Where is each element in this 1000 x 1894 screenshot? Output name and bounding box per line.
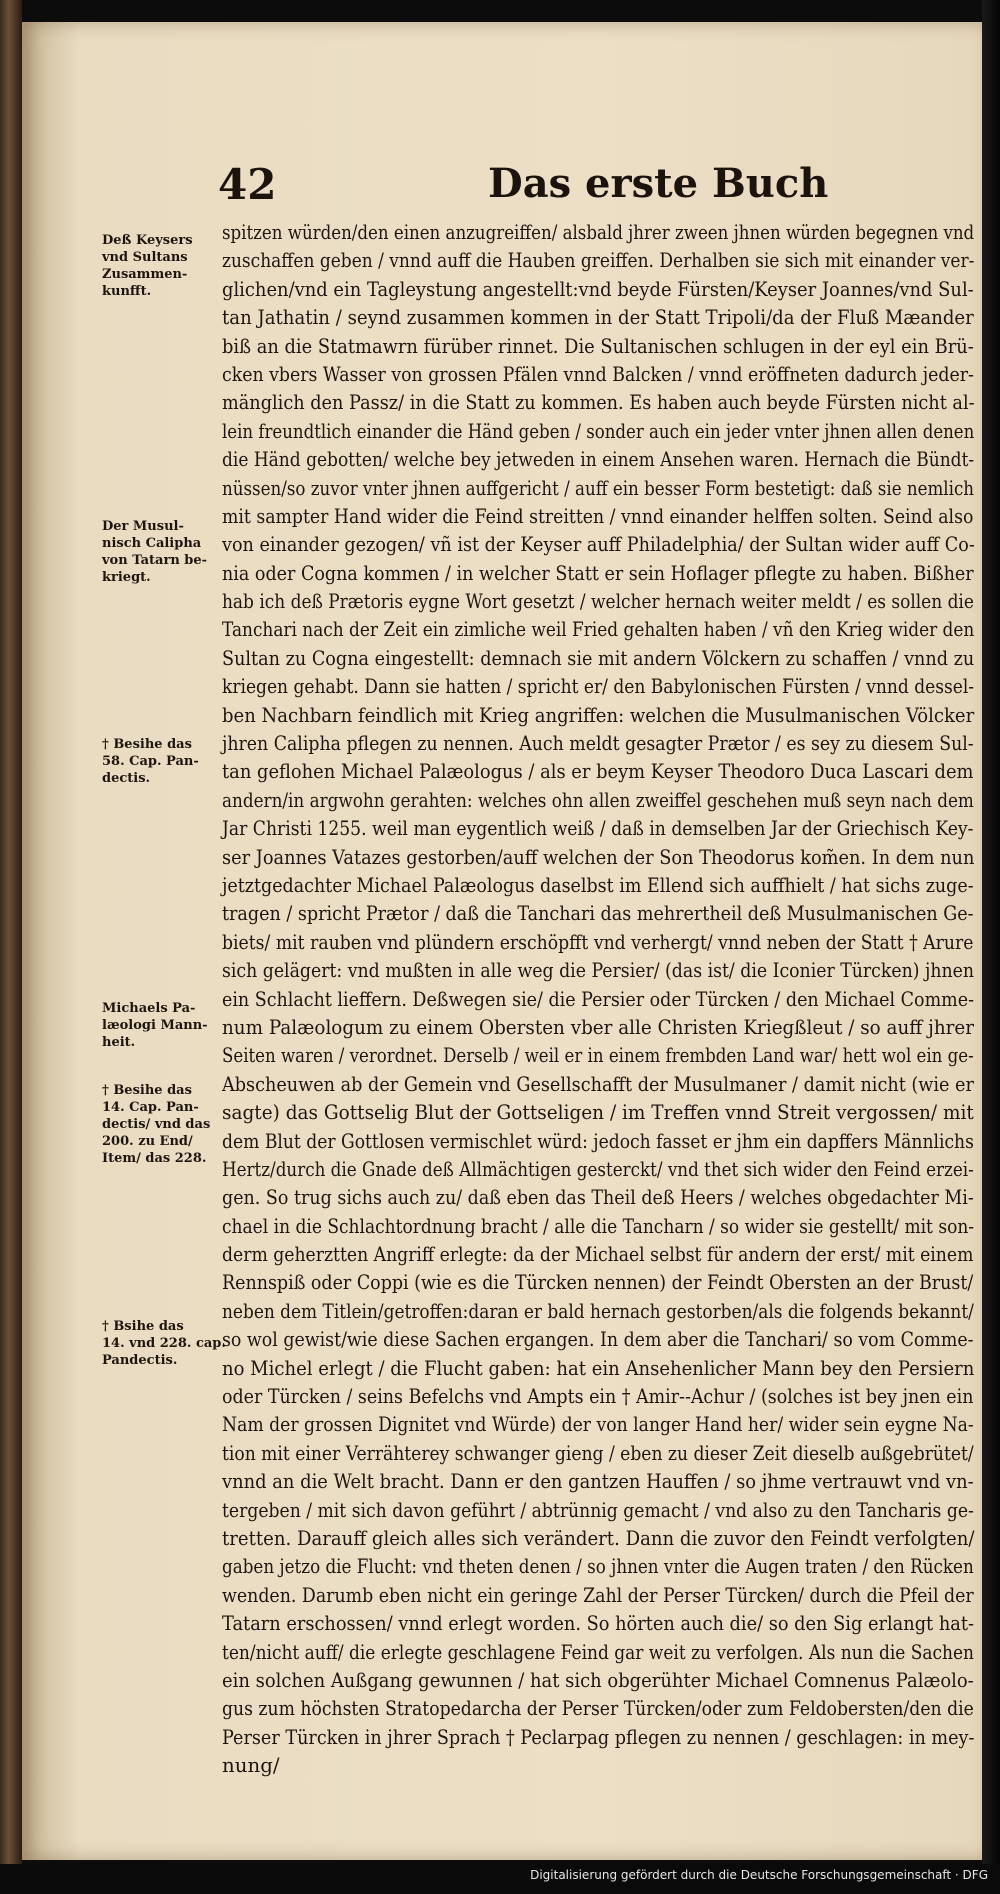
margin-note-line: † Bsihe das [102, 1319, 184, 1334]
body-line: derm geherztten Angriff erlegte: da der Michael selbst für andern der erst/ mit einem [222, 1242, 974, 1267]
margin-note-line: kunfft. [102, 284, 152, 299]
body-line: tan Jathatin / seynd zusammen kommen in der Statt Tripoli/da der Fluß Mæander [222, 305, 974, 330]
body-line: neben dem Titlein/getroffen:daran er bald hernach gestorben/als die folgends bekannt/ [222, 1298, 974, 1323]
body-line: spitzen würden/den einen anzugreiffen/ alsbald jhrer zween jhnen würden begegnen vnd [222, 220, 975, 244]
body-line: tion mit einer Verrähterey schwanger gieng / eben zu dieser Zeit dieselb außgebrütet/ [222, 1440, 974, 1465]
body-line: nia oder Cogna kommen / in welcher Statt er sein Hoflager pflegte zu haben. Bißher [222, 560, 974, 585]
body-line: sagte) das Gottselig Blut der Gottseligen / im Treffen vnnd Streit vergossen/ mit [222, 1100, 974, 1125]
body-line: sich gelägert: vnd mußten in alle weg die Persier/ (das ist/ die Iconier Türcken) jhnen [222, 958, 975, 983]
margin-note-line: heit. [102, 1035, 136, 1050]
margin-note-5 [102, 1082, 214, 1167]
body-line: von einander gezogen/ vñ ist der Keyser auff Philadelphia/ der Sultan wider auff Co- [222, 532, 975, 557]
body-line: Seiten waren / verordnet. Derselb / weil er in einem frembden Land war/ hett wol ein ge- [222, 1043, 974, 1068]
body-line: gen. So trug sichs auch zu/ daß eben das Theil deß Heers / welches obgedachter Mi- [222, 1185, 974, 1210]
body-line: dem Blut der Gottlosen vermischlet würd: jedoch fasset er jhm ein dapffers Männlichs [222, 1128, 974, 1153]
margin-note-line: 14. vnd 228. cap. [102, 1336, 226, 1351]
body-line: andern/in argwohn gerahten: welches ohn allen zweiffel geschehen muß seyn nach dem [222, 787, 974, 812]
margin-note-line: nisch Calipha [102, 536, 202, 551]
body-line: num Palæologum zu einem Obersten vber alle Christen Kriegßleut / so auff jhrer [222, 1014, 975, 1039]
body-line: jetztgedachter Michael Palæologus daselbst im Ellend sich auffhielt / hat sichs zuge- [222, 872, 974, 897]
margin-note-line: Zusammen- [102, 267, 188, 282]
body-line: tragen / spricht Prætor / daß die Tanchari das mehrertheil deß Musulmanischen Ge- [222, 901, 974, 926]
margin-note-1 [102, 232, 214, 300]
body-line: hab ich deß Prætoris eygne Wort gesetzt / welcher hernach weiter meldt / es sollen die [222, 589, 974, 614]
body-line: Abscheuwen ab der Gemein vnd Gesellschafft der Musulmaner / damit nicht (wie er [222, 1071, 974, 1096]
body-line: glichen/vnd ein Tagleystung angestellt:vnd beyde Fürsten/Keyser Joannes/vnd Sul- [222, 276, 974, 301]
body-line: ben Nachbarn feindlich mit Krieg angriffen: welchen die Musulmanischen Völcker [222, 702, 975, 727]
body-line: gus zum höchsten Stratopedarcha der Perser Türcken/oder zum Feldobersten/den die [222, 1696, 974, 1721]
body-line: Nam der grossen Dignitet vnd Würde) der von langer Hand her/ wider sein eygne Na- [222, 1412, 974, 1437]
margin-note-2 [102, 518, 214, 586]
margin-note-line: 14. Cap. Pan- [102, 1100, 199, 1115]
body-line: chael in die Schlachtordnung bracht / alle die Tancharn / so wider sie gestellt/ mit son- [222, 1213, 975, 1238]
margin-note-line: 58. Cap. Pan- [102, 754, 199, 769]
margin-note-line: Der Musul- [102, 519, 184, 534]
margin-note-3 [102, 736, 214, 787]
body-line: Tanchari nach der Zeit ein zimliche weil Fried gehalten haben / vñ den Krieg wider den [222, 617, 975, 642]
margin-note-line: Michaels Pa- [102, 1001, 196, 1016]
margin-note-line: kriegt. [102, 570, 151, 585]
body-line: wenden. Darumb eben nicht ein geringe Zahl der Perser Türcken/ durch die Pfeil der [222, 1582, 974, 1607]
body-line: no Michel erlegt / die Flucht gaben: hat ein Ansehenlicher Mann bey den Persiern [222, 1355, 975, 1380]
body-text-block [222, 218, 982, 1779]
body-line: mänglich den Passz/ in die Statt zu kommen. Es haben auch beyde Fürsten nicht al- [222, 390, 975, 415]
body-line: ein Schlacht lieffern. Deßwegen sie/ die Persier oder Türcken / den Michael Comme- [222, 986, 974, 1011]
body-line: oder Türcken / seins Befelchs vnd Ampts ein † Amir--Achur / (solches ist bey jnen ein [222, 1384, 974, 1409]
margin-note-line: vnd Sultans [102, 250, 188, 265]
body-line: ser Joannes Vatazes gestorben/auff welchen der Son Theodorus kom̃en. In dem nun [222, 844, 975, 869]
body-line: nüssen/so zuvor vnter jhnen auffgericht / auff ein besser Form bestetigt: daß sie nemlich [222, 475, 975, 500]
page-number: 42 [218, 160, 277, 209]
body-line: biets/ mit rauben vnd plündern erschöpfft vnd verhergt/ vnnd neben der Statt † Arure [222, 929, 974, 954]
body-line: zuschaffen geben / vnnd auff die Hauben greiffen. Derhalben sie sich mit einander ver- [222, 248, 975, 273]
page-edge-shadow [982, 0, 1000, 1894]
body-line: lein freundtlich einander die Händ geben / sonder auch ein jeder vnter jhnen allen denen [222, 418, 975, 443]
body-line: vnnd an die Welt bracht. Dann er den gantzen Hauffen / so jhme vertrauwt vnd vn- [222, 1469, 974, 1494]
body-line: Rennspiß oder Coppi (wie es die Türcken nennen) der Feindt Obersten an der Brust/ [222, 1270, 974, 1295]
body-line: tan geflohen Michael Palæologus / als er beym Keyser Theodoro Duca Lascari dem [222, 759, 974, 784]
margin-note-line: dectis. [102, 771, 151, 786]
margin-note-line: dectis/ vnd das [102, 1117, 211, 1132]
body-line: Hertz/durch die Gnade deß Allmächtigen gesterckt/ vnd thet sich wider den Feind erzei- [222, 1156, 974, 1181]
body-line: mit sampter Hand wider die Feind streitten / vnnd einander helffen solten. Seind also [222, 503, 974, 528]
margin-note-line: Pandectis. [102, 1353, 178, 1368]
margin-note-line: von Tatarn be- [102, 553, 208, 568]
book-spine [0, 0, 22, 1894]
margin-note-line: † Besihe das [102, 737, 192, 752]
body-line: tretten. Darauff gleich alles sich verändert. Dann die zuvor den Feindt verfolgten/ [222, 1525, 975, 1550]
body-line: Perser Türcken in jhrer Sprach † Peclarpag pflegen zu nennen / geschlagen: in mey- [222, 1724, 975, 1749]
digitization-credit: Digitalisierung gefördert durch die Deutsche Forschungsgemeinschaft · DFG [530, 1868, 988, 1882]
body-line: kriegen gehabt. Dann sie hatten / spricht er/ den Babylonischen Fürsten / vnnd dessel- [222, 674, 975, 699]
body-line: ein solchen Außgang gewunnen / hat sich obgerühter Michael Comnenus Palæolo- [222, 1667, 974, 1692]
margin-note-6 [102, 1318, 226, 1369]
margin-note-line: Item/ das 228. [102, 1151, 207, 1166]
body-line: jhren Calipha pflegen zu nennen. Auch meldt gesagter Prætor / es sey zu diesem Sul- [222, 731, 974, 756]
body-line: gaben jetzo die Flucht: vnd theten denen / so jhnen vnter die Augen traten / den Rücken [222, 1554, 974, 1579]
margin-note-line: Deß Keysers [102, 233, 193, 248]
body-line: biß an die Statmawrn fürüber rinnet. Die Sultanischen schlugen in der eyl ein Brü- [222, 333, 974, 358]
body-line: die Händ gebotten/ welche bey jetweden in einem Ansehen waren. Hernach die Bündt- [222, 447, 975, 472]
running-head: Das erste Buch [488, 160, 829, 207]
body-line: Sultan zu Cogna eingestellt: demnach sie mit andern Völckern zu schaffen / vnnd zu [222, 645, 975, 670]
margin-note-line: læologi Mann- [102, 1018, 208, 1033]
margin-note-line: 200. zu End/ [102, 1134, 193, 1149]
body-line: ten/nicht auff/ die erlegte geschlagene Feind gar weit zu verfolgen. Als nun die Sachen [222, 1639, 974, 1664]
margin-note-line: † Besihe das [102, 1083, 192, 1098]
body-line: Tatarn erschossen/ vnnd erlegt worden. So hörten auch die/ so den Sig erlangt hat- [222, 1611, 975, 1636]
body-line: tergeben / mit sich davon geführt / abtrünnig gemacht / vnd also zu den Tancharis ge- [222, 1497, 974, 1522]
body-line: so wol gewist/wie diese Sachen ergangen. In dem aber die Tanchari/ so vom Comme- [222, 1327, 974, 1352]
body-line: Jar Christi 1255. weil man eygentlich weiß / daß in demselben Jar der Griechisch Key- [222, 816, 974, 841]
body-line: nung/ [222, 1753, 280, 1778]
body-line: cken vbers Wasser von grossen Pfälen vnnd Balcken / vnnd eröffneten dadurch jeder- [222, 361, 974, 386]
margin-note-4 [102, 1000, 214, 1051]
